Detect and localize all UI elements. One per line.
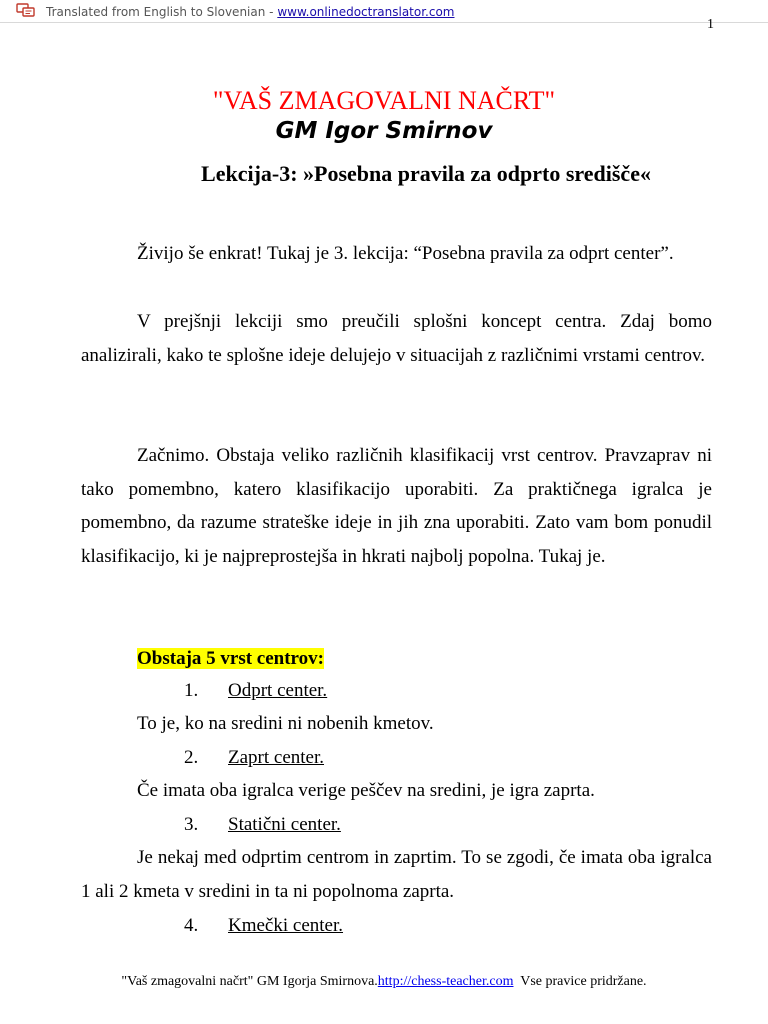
document-author: GM Igor Smirnov [275,118,493,144]
list-description: Če imata oba igralca verige peščev na sredini, je igra zaprta. [137,780,595,801]
translator-logo-icon [16,3,36,17]
translator-text: Translated from English to Slovenian - [46,5,278,19]
translator-bar [0,0,768,23]
footer-rights: Vse pravice pridržane. [513,974,647,989]
list-number: 4. [184,915,199,936]
list-label: Zaprt center. [228,747,325,768]
paragraph-classification: Začnimo. Obstaja veliko različnih klasifikacij vrst centrov. Pravzaprav ni tako pomembno, katero klasifikacijo uporabiti. Za praktičnega igralca je pomembno, da razume strateške ideje in jih zna uporabiti. Zato vam bom ponudil klasifikacijo, ki je najpreprostejša in hkrati najbolj popolna. Tukaj je. [81,445,712,567]
list-description: Je nekaj med odprtim centrom in zaprtim. To se zgodi, če imata oba igralca 1 ali 2 kmeta v sredini in ta ni popolnoma zaprta. [81,847,712,902]
list-item [184,810,341,840]
translator-notice [46,5,455,19]
paragraph-previous-lesson: V prejšnji lekciji smo preučili splošni koncept centra. Zdaj bomo analizirali, kako te splošne ideje delujejo v situacijah z različnimi vrstami centrov. [81,311,712,366]
page-number: 1 [707,17,714,32]
list-item [184,676,327,706]
list-label: Kmečki center. [228,915,344,936]
translator-link[interactable]: www.onlinedoctranslator.com [277,5,455,19]
footer-text: "Vaš zmagovalni načrt" GM Igorja Smirnova. [121,974,378,989]
list-number: 2. [184,747,199,768]
list-number: 1. [184,680,199,701]
highlight-heading: Obstaja 5 vrst centrov: [137,648,324,669]
document-title: "VAŠ ZMAGOVALNI NAČRT" [212,86,556,115]
paragraph-intro: Živijo še enkrat! Tukaj je 3. lekcija: “Posebna pravila za odprt center”. [137,243,674,264]
footer-link[interactable]: http://chess-teacher.com [377,974,514,989]
lesson-heading: Lekcija-3: »Posebna pravila za odprto središče« [201,161,651,186]
page-footer [0,973,768,991]
list-description: To je, ko na sredini ni nobenih kmetov. [137,713,434,734]
list-number: 3. [184,814,199,835]
list-item [184,743,324,773]
highlight-heading-line [81,642,712,676]
list-label: Odprt center. [228,680,328,701]
list-label: Statični center. [228,814,341,835]
list-item [184,911,343,941]
